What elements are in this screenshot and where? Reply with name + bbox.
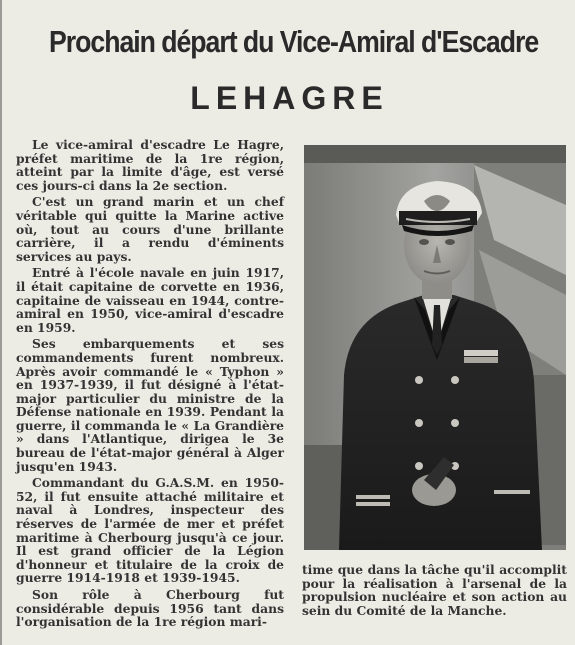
headline: Prochain départ du Vice-Amiral d'Escadre: [49, 24, 539, 59]
admiral-portrait-photo: [304, 145, 566, 550]
paragraph: Ses embarquements et ses commandements furent nombreux. Après avoir commandé le « Typhon » en 1937-1939, il fut désigné à l'état-major particulier du ministre de la Défense nationale en 1939. Pendant la guerre, il commanda le « La Grandière » dans l'Atlantique, dirigea le 3e bureau de l'état-major général à Alger jusqu'en 1943.: [16, 336, 284, 474]
paragraph: Son rôle à Cherbourg fut considérable depuis 1956 tant dans l'organisation de la 1re région mari-: [16, 587, 284, 630]
paragraph: C'est un grand marin et un chef véritable qui quitte la Marine active où, tout au cours d'une brillante carrière, il a rendu d'éminents services au pays.: [16, 194, 284, 264]
paragraph: Commandant du G.A.S.M. en 1950-52, il fut ensuite attaché militaire et naval à Londres, inspecteur des réserves de l'armée de mer et préfet maritime à Cherbourg jusqu'à ce jour. Il est grand officier de la Légion d'honneur et titulaire de la croix de guerre 1914-1918 et 1939-1945.: [16, 475, 284, 586]
subhead-name: LEHAGRE: [190, 80, 389, 116]
portrait-image: [304, 145, 566, 550]
paragraph: time que dans la tâche qu'il accomplit pour la réalisation à l'arsenal de la propulsion nucléaire et son action au sein du Comité de la Manche.: [302, 562, 567, 618]
paragraph: Entré à l'école navale en juin 1917, il était capitaine de corvette en 1936, capitaine de vaisseau en 1944, contre-amiral en 1950, vice-amiral d'escadre en 1959.: [16, 265, 284, 335]
article-continuation: [302, 563, 567, 617]
paragraph: Le vice-amiral d'escadre Le Hagre, préfet maritime de la 1re région, atteint par la limite d'âge, est versé ces jours-ci dans la 2e section.: [16, 137, 284, 193]
article-column: [16, 138, 284, 632]
